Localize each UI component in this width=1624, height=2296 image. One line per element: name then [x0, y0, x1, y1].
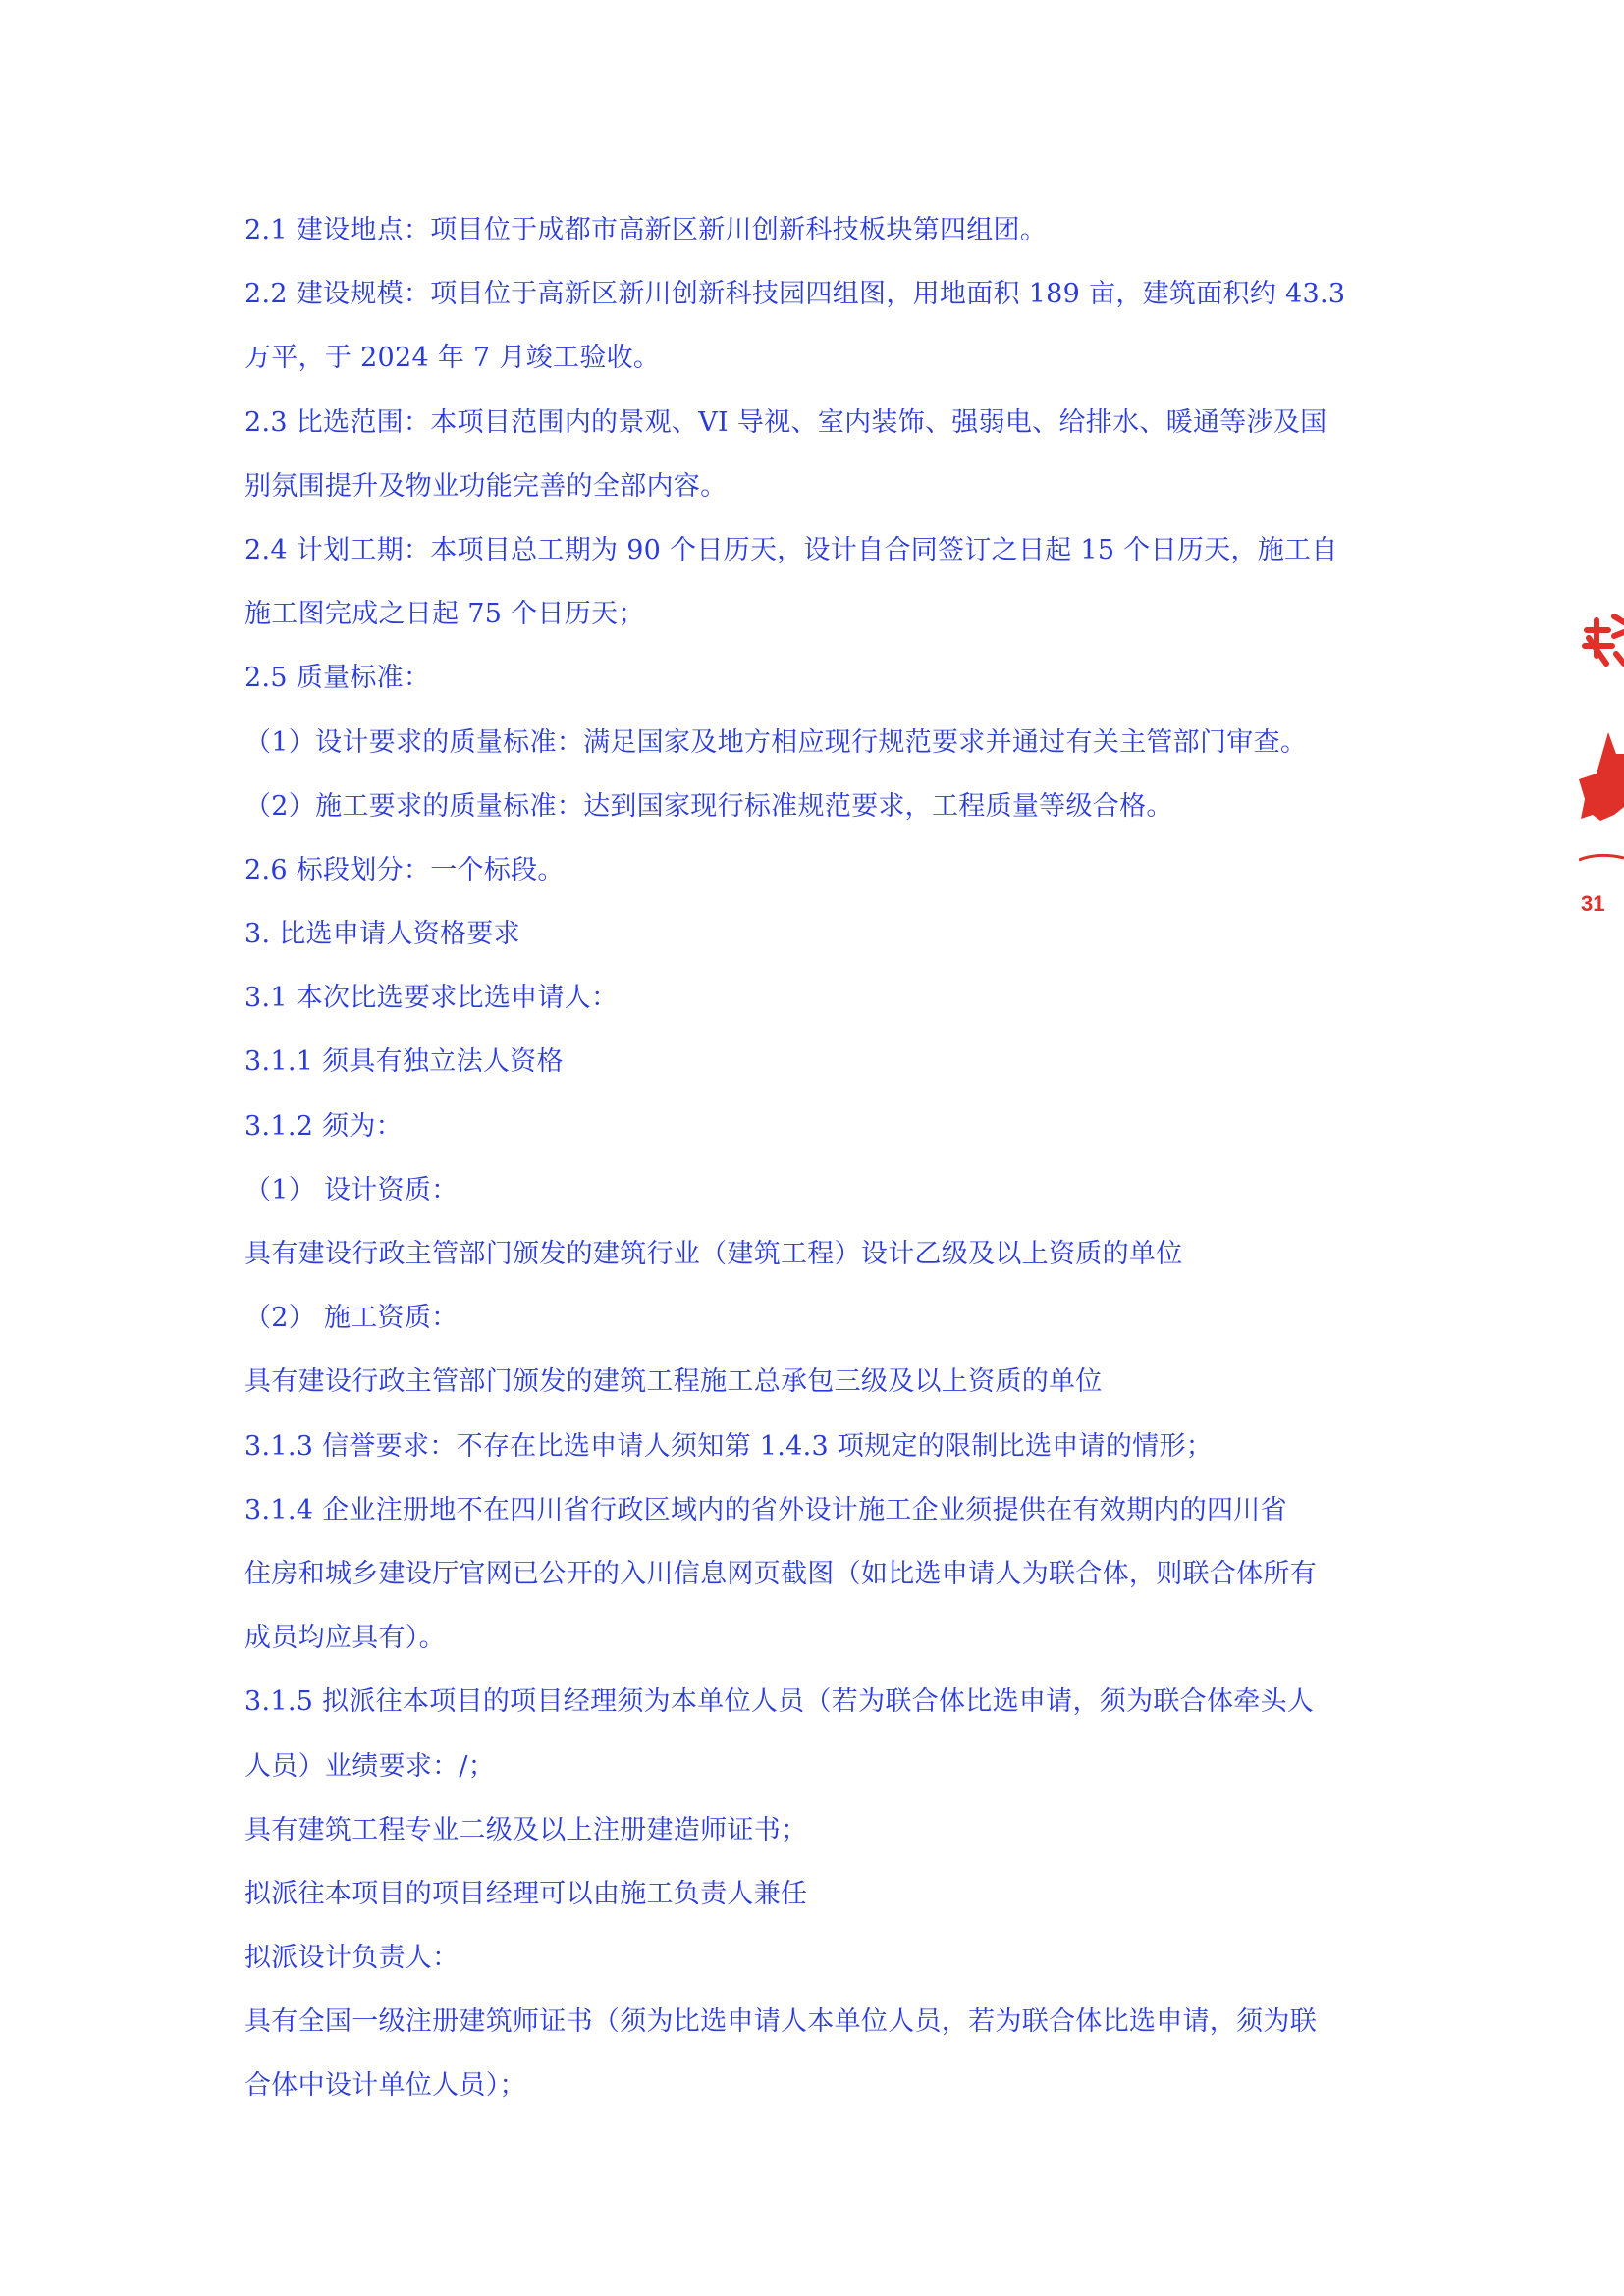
text-line: 3.1.4 企业注册地不在四川省行政区域内的省外设计施工企业须提供在有效期内的四川省: [244, 1494, 1287, 1525]
seal-character-fragment: [1585, 620, 1612, 664]
text-line: 3.1.1 须具有独立法人资格: [244, 1046, 564, 1078]
text-line: 2.1 建设地点：项目位于成都市高新区新川创新科技板块第四组团。: [244, 215, 1048, 245]
text-line: 3.1 本次比选要求比选申请人：: [244, 983, 619, 1014]
text-line: 2.6 标段划分：一个标段。: [244, 854, 565, 885]
text-line: 具有全国一级注册建筑师证书（须为比选申请人本单位人员，若为联合体比选申请，须为联: [244, 2006, 1317, 2038]
text-line: 具有建筑工程专业二级及以上注册建造师证书；: [244, 1814, 808, 1845]
text-line: 拟派设计负责人：: [244, 1943, 460, 1974]
seal-number: 31: [1581, 891, 1605, 916]
text-line: 2.4 计划工期：本项目总工期为 90 个日历天，设计自合同签订之日起 15 个日历天，施工自: [244, 534, 1338, 565]
text-line: 3.1.3 信誉要求：不存在比选申请人须知第 1.4.3 项规定的限制比选申请的情形；: [244, 1430, 1214, 1462]
text-line: 人员）业绩要求：/；: [244, 1750, 496, 1782]
document-body: [244, 207, 1393, 2127]
seal-character-fragment: [1614, 616, 1624, 664]
seal-star: [1579, 732, 1624, 821]
text-line: 3.1.2 须为：: [244, 1110, 403, 1142]
text-line: 住房和城乡建设厅官网已公开的入川信息网页截图（如比选申请人为联合体，则联合体所有: [244, 1558, 1317, 1589]
seal-ring-arc: [1579, 855, 1624, 860]
text-line: 2.3 比选范围：本项目范围内的景观、VI 导视、室内装饰、强弱电、给排水、暖通等涉及国: [244, 406, 1327, 438]
seal-graphic: [1579, 607, 1624, 931]
text-line: 施工图完成之日起 75 个日历天；: [244, 599, 645, 630]
text-line: （1） 设计资质：: [244, 1174, 459, 1205]
text-line: 2.5 质量标准：: [244, 663, 431, 694]
text-line: 万平，于 2024 年 7 月竣工验收。: [244, 343, 661, 374]
text-line: 成员均应具有）。: [244, 1623, 446, 1654]
text-line: （2）施工要求的质量标准：达到国家现行标准规范要求，工程质量等级合格。: [244, 790, 1173, 822]
text-line: （2） 施工资质：: [244, 1303, 459, 1334]
text-line: 别氛围提升及物业功能完善的全部内容。: [244, 470, 728, 502]
text-line: 3. 比选申请人资格要求: [244, 919, 520, 950]
text-line: 合体中设计单位人员）；: [244, 2070, 526, 2102]
text-line: （1）设计要求的质量标准：满足国家及地方相应现行规范要求并通过有关主管部门审查。: [244, 726, 1308, 758]
text-line: 2.2 建设规模：项目位于高新区新川创新科技园四组图，用地面积 189 亩，建筑面积约 43.3: [244, 279, 1346, 310]
text-line: 具有建设行政主管部门颁发的建筑行业（建筑工程）设计乙级及以上资质的单位: [244, 1239, 1183, 1269]
text-line: 拟派往本项目的项目经理可以由施工负责人兼任: [244, 1878, 808, 1909]
seal-stamp-icon: [1579, 607, 1624, 931]
text-line: 具有建设行政主管部门颁发的建筑工程施工总承包三级及以上资质的单位: [244, 1366, 1103, 1398]
text-line: 3.1.5 拟派往本项目的项目经理须为本单位人员（若为联合体比选申请，须为联合体牵头人: [244, 1686, 1315, 1718]
